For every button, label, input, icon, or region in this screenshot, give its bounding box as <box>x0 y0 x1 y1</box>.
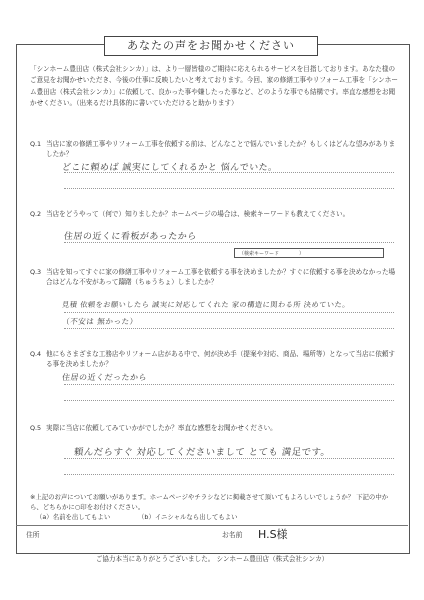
field-divider <box>16 525 408 526</box>
answer-line <box>64 328 394 329</box>
answer-line <box>64 474 394 475</box>
page-title: あなたの声をお聞かせください <box>104 36 318 56</box>
question-number: Q.5 <box>30 424 42 432</box>
question-text: 当店を知ってすぐに家の修繕工事やリフォーム工事を依頼する事を決めましたか？すぐに依頼する事を決めなかった場合はどんな不安があって躊躇（ちゅうちょ）しましたか？ <box>46 268 396 286</box>
question-text: 当店に家の修繕工事やリフォーム工事を依頼する前は、どんなことで悩んでいましたか？もしくはどんな望みがありましたか？ <box>46 140 396 158</box>
answer-line <box>64 384 394 385</box>
question-number: Q.3 <box>30 268 42 276</box>
question-3 <box>30 268 400 287</box>
question-5 <box>30 424 400 434</box>
answer-line <box>64 312 394 313</box>
answer-line <box>64 242 394 243</box>
survey-frame <box>16 44 410 554</box>
question-number: Q.2 <box>30 210 42 218</box>
answer-line <box>64 188 394 189</box>
answer-handwriting: どこに頼めば 誠実にしてくれるかと 悩んでいた。 <box>61 163 279 173</box>
answer-line <box>64 400 394 401</box>
customer-name: H.S様 <box>258 528 288 541</box>
thanks-line: ご協力本当にありがとうございました。 シンホーム豊田店（株式会社シンカ） <box>95 555 329 563</box>
address-label: 住所 <box>26 531 40 539</box>
answer-handwriting: 住居の近くに看板があったから <box>63 232 198 242</box>
name-label: お名前 <box>222 531 243 539</box>
answer-line <box>64 458 394 459</box>
answer-handwriting: 頼んだらすぐ 対応してくださいまして とても 満足です。 <box>73 447 331 458</box>
answer-handwriting: （不安は 無かった） <box>61 317 139 326</box>
publication-consent-note: ※上記のお声についてお願いがあります。ホームページやチラシなどに掲載させて頂いてもよろしいでしょうか？ 下記の中から、どちらかに○印をお付けください。 <box>30 493 389 511</box>
question-text: 他にもさまざまな工務店やリフォーム店がある中で、何が決め手（提案や対応、商品、場所等）となって当店に依頼する事を決めましたか？ <box>46 350 396 368</box>
consent-option-a: （a）名前を出してもよい <box>36 513 111 521</box>
question-number: Q.4 <box>30 350 42 358</box>
answer-line <box>64 172 394 173</box>
consent-option-b: （b）イニシャルなら出してもよい <box>138 513 238 521</box>
search-keyword-box: （検索キーワード ） <box>234 248 384 258</box>
question-4 <box>30 350 400 369</box>
intro-text: 「シンホーム豊田店（株式会社シンカ）」は、より一層皆様のご期待に応えられるサービスを目指しております。あなた様のご意見をお聞かせいただき、今後の仕事に反映したいと考えております。今回、家の修繕工事やリフォーム工事を「シンホーム豊田店（株式会社シンカ）」に依頼して、良かった事や嫌したった事など、どのような事でも結構です。率直な感想をお聞かせください。（出来るだけ具体的に書いていただけると助かります） <box>30 65 398 108</box>
question-2 <box>30 210 400 220</box>
question-number: Q.1 <box>30 140 42 148</box>
answer-handwriting: 住居の近くだったから <box>61 373 148 382</box>
question-1 <box>30 140 400 159</box>
answer-handwriting: 見積 依頼をお願いしたら 誠実に対応してくれた 家の構造に関わる所 決めていた。 <box>61 300 351 309</box>
question-text: 当店をどうやって（何で）知りましたか？ホームページの場合は、検索キーワードも教えてください。 <box>46 210 350 218</box>
question-text: 実際に当店に依頼してみていかがでしたか？率直な感想をお聞かせください。 <box>46 424 277 432</box>
